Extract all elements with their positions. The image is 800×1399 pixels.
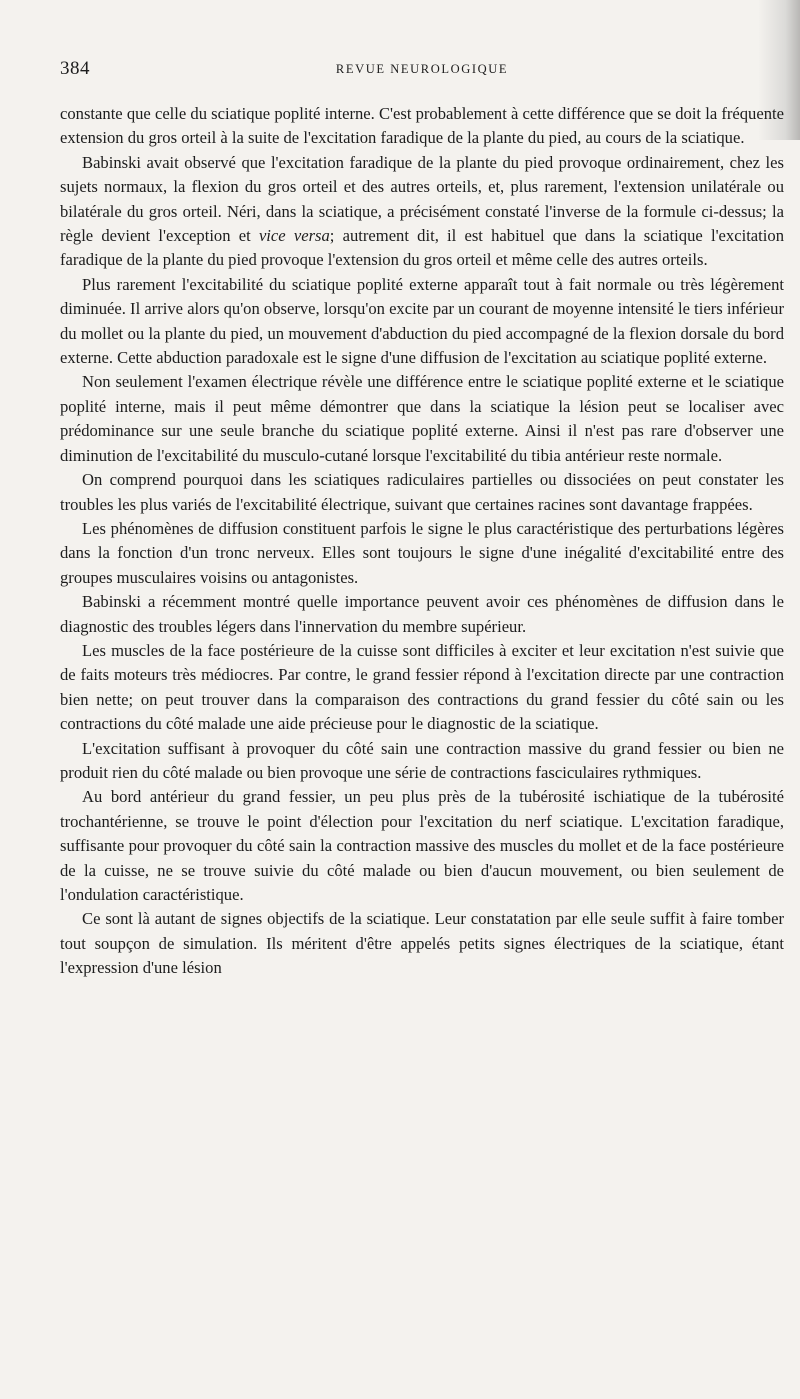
paragraph [60,737,784,786]
paragraph-text: Babinski avait observé que l'excitation faradique de la plante du pied provoque ordinairement, chez les sujets normaux, la flexion du gros orteil et des autres orteils, et, plus rarement, l'extension unilatérale ou bilatérale du gros orteil. Néri, dans la sciatique, a précisément constaté l'inverse de la formule ci-dessus; la règle devient l'exception et [60,152,784,246]
paragraph-text: On comprend pourquoi dans les sciatiques radiculaires partielles ou dissociées on peut constater les troubles les plus variés de l'excitabilité électrique, suivant que certaines racines sont davantage frappées. [60,470,784,514]
paragraph [60,590,784,639]
paragraph-text: constante que celle du sciatique poplité interne. C'est probablement à cette différence que se doit la fréquente extension du gros orteil à la suite de l'excitation faradique de la plante du pied, au cours de la sciatique. [60,104,784,148]
document-page [60,58,784,981]
paragraph-text: Les phénomènes de diffusion constituent parfois le signe le plus caractéristique des perturbations légères dans la fonction d'un tronc nerveux. Elles sont toujours le signe d'une inégalité d'excitabilité entre des groupes musculaires voisins ou antagonistes. [60,518,784,587]
paragraph [60,151,784,273]
paragraph-text: Plus rarement l'excitabilité du sciatique poplité externe apparaît tout à fait normale ou très légèrement diminuée. Il arrive alors qu'on observe, lorsqu'on excite par un courant de moyenne intensité le tiers inférieur du mollet ou la plante du pied, un mouvement d'abduction du pied accompagné de la flexion dorsale du bord externe. Cette abduction paradoxale est le signe d'une diffusion de l'excitation au sciatique poplité externe. [60,274,784,368]
paragraph-text: Ce sont là autant de signes objectifs de la sciatique. Leur constatation par elle seule suffit à faire tomber tout soupçon de simulation. Ils méritent d'être appelés petits signes électriques de la sciatique, étant l'expression d'une lésion [60,909,784,978]
page-number: 384 [60,58,90,79]
paragraph [60,907,784,980]
paragraph [60,517,784,590]
paragraph-text: Babinski a récemment montré quelle importance peuvent avoir ces phénomènes de diffusion dans le diagnostic des troubles légers dans l'innervation du membre supérieur. [60,592,784,636]
paragraph-text: Au bord antérieur du grand fessier, un peu plus près de la tubérosité ischiatique de la tubérosité trochantérienne, se trouve le point d'élection pour l'excitation du nerf sciatique. L'excitation faradique, suffisante pour provoquer du côté sain la contraction massive des muscles du mollet et de la face postérieure de la cuisse, ne se trouve suivie du côté malade ou bien d'aucun mouvement, ou bien seulement de l'ondulation caractéristique. [60,787,784,904]
paragraph [60,102,784,151]
paragraph [60,370,784,468]
body-text [60,102,784,981]
italic-phrase: vice versa [258,226,330,246]
paragraph [60,468,784,517]
paragraph-text: Non seulement l'examen électrique révèle une différence entre le sciatique poplité externe et le sciatique poplité interne, mais il peut même démontrer que dans la sciatique la lésion peut se localiser avec prédominance sur une seule branche du sciatique poplité externe. Ainsi il n'est pas rare d'observer une diminution de l'excitabilité du musculo-cutané lorsque l'excitabilité du tibia antérieur reste normale. [60,372,784,465]
paragraph [60,785,784,907]
paragraph [60,273,784,371]
page-header [60,58,784,88]
paragraph [60,639,784,737]
paragraph-text: ; autrement dit, il est habituel que dans la sciatique l'excitation faradique de la plante du pied provoque l'extension du gros orteil et même celle des autres orteils. [60,226,784,270]
paragraph-text: Les muscles de la face postérieure de la cuisse sont difficiles à exciter et leur excitation n'est suivie que de faits moteurs très médiocres. Par contre, le grand fessier répond à l'excitation directe par une contraction bien nette; on peut trouver dans la comparaison des contractions du grand fessier du côté sain ou les contractions du côté malade une aide précieuse pour le diagnostic de la sciatique. [60,640,784,734]
paragraph-text: L'excitation suffisant à provoquer du côté sain une contraction massive du grand fessier ou bien ne produit rien du côté malade ou bien provoque une série de contractions fasciculaires rythmiques. [60,738,784,782]
running-head: REVUE NEUROLOGIQUE [335,62,509,76]
